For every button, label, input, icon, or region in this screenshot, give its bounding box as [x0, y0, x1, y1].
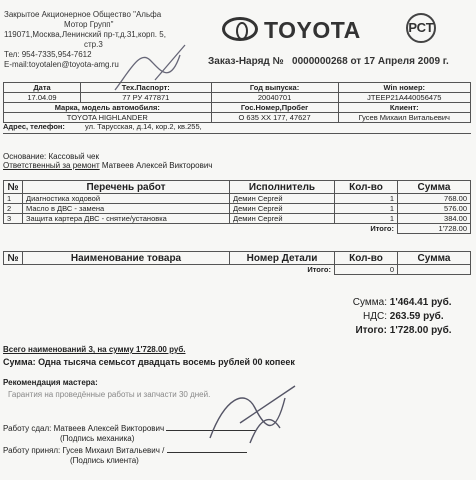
- parts-header: №: [4, 252, 23, 265]
- table-row: [4, 194, 471, 204]
- job-qty: 1: [335, 214, 398, 224]
- info-value: 77 РУ 477871: [81, 93, 212, 103]
- info-header: Win номер:: [338, 83, 470, 93]
- total-label: Итого:: [355, 325, 387, 336]
- parts-total-label: Итого:: [307, 265, 331, 275]
- info-header: Марка, модель автомобиля:: [4, 103, 212, 113]
- table-row: [4, 204, 471, 214]
- summary-words: Сумма: Одна тысяча семьсот двадцать восемь рублей 00 копеек: [3, 357, 295, 367]
- info-header: Год выпуска:: [211, 83, 338, 93]
- jobs-header: Сумма: [398, 181, 471, 194]
- vehicle-info-table: [3, 82, 471, 123]
- parts-table: [3, 251, 471, 275]
- table-row: [4, 214, 471, 224]
- parts-header: Сумма: [398, 252, 471, 265]
- accepted-role: (Подпись клиента): [70, 456, 139, 465]
- info-header: Дата: [4, 83, 81, 93]
- job-qty: 1: [335, 204, 398, 214]
- totals-total: [300, 325, 470, 336]
- job-name: Защита картера ДВС - снятие/установка: [23, 214, 230, 224]
- company-name-line1: Закрытое Акционерное Общество "Альфа: [4, 10, 162, 19]
- job-sum: 384.00: [398, 214, 471, 224]
- info-value: JTEEP21A440056475: [338, 93, 470, 103]
- accepted-text: Работу принял: Гусев Михаил Витальевич /: [3, 446, 165, 455]
- info-value: TOYOTA HIGHLANDER: [4, 113, 212, 123]
- jobs-table: [3, 180, 471, 234]
- info-header: Тех.Паспорт:: [81, 83, 212, 93]
- certification-mark-icon: РСТ: [406, 13, 436, 43]
- jobs-header: №: [4, 181, 23, 194]
- job-number: 2: [4, 204, 23, 214]
- job-name: Масло в ДВС - замена: [23, 204, 230, 214]
- responsible-label: Ответственный за ремонт: [3, 161, 100, 170]
- parts-header: Кол-во: [335, 252, 398, 265]
- order-title: Заказ-Наряд №: [208, 56, 284, 67]
- toyota-emblem-icon: [222, 17, 258, 41]
- sum-label: Сумма:: [352, 297, 387, 308]
- info-value: 17.04.09: [4, 93, 81, 103]
- info-header: Клиент:: [338, 103, 470, 113]
- job-performer: Демин Сергей: [230, 194, 335, 204]
- job-number: 3: [4, 214, 23, 224]
- total-value: 1'728.00 руб.: [389, 325, 452, 336]
- sum-value: 1'464.41 руб.: [389, 297, 452, 308]
- order-number: 0000000268: [292, 56, 348, 67]
- info-value: Гусев Михаил Витальевич: [338, 113, 470, 123]
- company-address-line1: 119071,Москва,Ленинский пр-т,д.31,корп. 5,: [4, 30, 166, 39]
- order-date: от 17 Апреля 2009 г.: [350, 56, 449, 67]
- recommendation-label: Рекомендация мастера:: [3, 378, 98, 387]
- job-number: 1: [4, 194, 23, 204]
- job-sum: 576.00: [398, 204, 471, 214]
- jobs-header: Кол-во: [335, 181, 398, 194]
- order-title-line: [208, 56, 468, 67]
- handwritten-signature: [200, 378, 310, 453]
- handed-over-text: Работу сдал: Матвеев Алексей Викторович: [3, 424, 165, 433]
- toyota-logo: [222, 15, 382, 45]
- basis-line: [3, 152, 99, 161]
- job-performer: Демин Сергей: [230, 214, 335, 224]
- totals-sum: [300, 297, 470, 308]
- job-performer: Демин Сергей: [230, 204, 335, 214]
- info-value: 20040701: [211, 93, 338, 103]
- recommendation-text: Гарантия на проведённые работы и запчасти 30 дней.: [8, 390, 211, 399]
- jobs-total-value: 1'728.00: [398, 224, 471, 234]
- job-sum: 768.00: [398, 194, 471, 204]
- company-name-line2: Мотор Групп": [64, 20, 114, 29]
- basis-label: Основание:: [3, 152, 47, 161]
- responsible-value: Матвеев Алексей Викторович: [101, 161, 213, 170]
- info-header: Гос.Номер,Пробег: [211, 103, 338, 113]
- jobs-total-label: Итого:: [370, 224, 394, 234]
- totals-vat: [300, 311, 470, 322]
- company-email: E-mail:toyotalen@toyota-amg.ru: [4, 60, 119, 69]
- parts-total-qty: 0: [335, 265, 398, 275]
- company-phone: Тел: 954-7335,954-7612: [4, 50, 92, 59]
- vat-label: НДС:: [363, 311, 387, 322]
- responsible-line: [3, 161, 212, 170]
- summary-count: Всего наименований 3, на сумму 1'728.00 руб.: [3, 345, 186, 354]
- company-address-line2: стр.3: [84, 40, 103, 49]
- parts-header: Наименование товара: [23, 252, 230, 265]
- jobs-header: Перечень работ: [23, 181, 230, 194]
- brand-name: TOYOTA: [264, 17, 361, 43]
- info-value: О 635 ХХ 177, 47627: [211, 113, 338, 123]
- address-label: Адрес, телефон:: [3, 122, 65, 131]
- parts-header: Номер Детали: [230, 252, 335, 265]
- address-value: ул. Тарусская, д.14, кор.2, кв.255,: [85, 122, 202, 131]
- basis-value: Кассовый чек: [48, 152, 99, 161]
- address-row: [3, 122, 471, 134]
- job-name: Диагностика ходовой: [23, 194, 230, 204]
- vat-value: 263.59 руб.: [389, 311, 444, 322]
- job-qty: 1: [335, 194, 398, 204]
- jobs-header: Исполнитель: [230, 181, 335, 194]
- handed-over-role: (Подпись механика): [60, 434, 135, 443]
